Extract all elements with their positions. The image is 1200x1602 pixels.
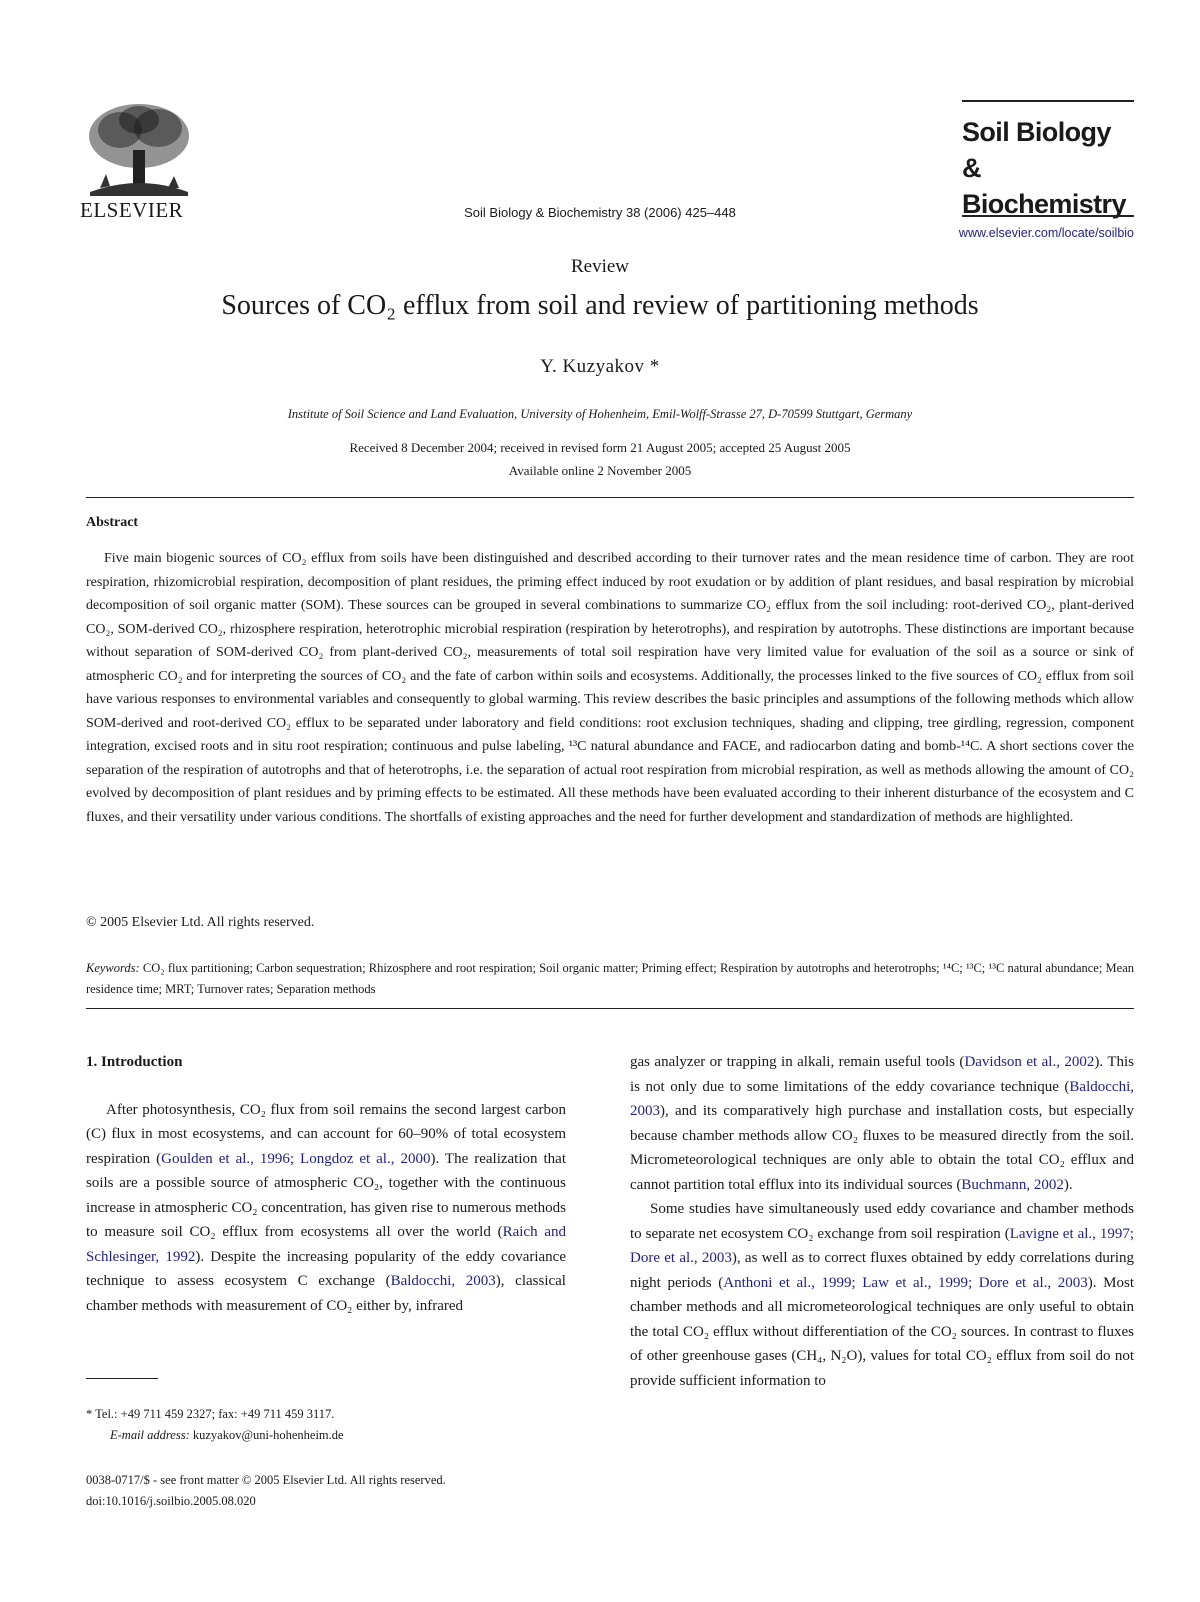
footnote-contact: * Tel.: +49 711 459 2327; fax: +49 711 459 3117.: [86, 1407, 335, 1421]
section-heading-introduction: 1. Introduction: [86, 1054, 183, 1070]
footnote-email: [86, 1425, 566, 1446]
text-run: gas analyzer or trapping in alkali, remain useful tools (: [630, 1054, 965, 1070]
article-title: Sources of CO₂ efflux from soil and review of partitioning methods: [221, 290, 979, 321]
text-run: ), and its comparatively high purchase and installation costs, but especially because chamber methods allow CO₂ fluxes to be measured directly from the soil. Micrometeorological techniques are only able to obtain the total CO₂ efflux and cannot partition total efflux into its individual sources (: [630, 1103, 1134, 1193]
journal-rule-top: [962, 100, 1134, 102]
keywords: [86, 958, 1134, 1000]
keywords-label: Keywords:: [86, 961, 140, 975]
text-run: ). The realization that soils are a possible source of atmospheric CO₂, together with the continuous increase in atmospheric CO₂ concentration, has given rise to numerous methods to measure soil CO₂ efflux from ecosystems all over the world (: [86, 1150, 566, 1240]
citation-link[interactable]: Buchmann, 2002: [961, 1176, 1064, 1193]
journal-url-link[interactable]: www.elsevier.com/locate/soilbio: [958, 226, 1134, 240]
email-address[interactable]: kuzyakov@uni-hohenheim.de: [189, 1428, 344, 1442]
right-column: [630, 1050, 1134, 1393]
intro-paragraph-2: [630, 1197, 1134, 1393]
journal-title-line1: Soil Biology &: [962, 117, 1111, 183]
text-run: After photosynthesis, CO₂ flux from soil remains the second largest carbon (C) flux in most ecosystems, and can account for 60–90% of total ecosystem respiration (: [86, 1101, 566, 1167]
text-run: ), as well as to correct fluxes obtained by eddy correlations during night periods (: [630, 1250, 1134, 1291]
text-run: ). Despite the increasing popularity of the eddy covariance technique to assess ecosystem C exchange (: [86, 1248, 566, 1289]
text-run: ). This is not only due to some limitations of the eddy covariance technique (: [630, 1054, 1134, 1095]
text-run: Some studies have simultaneously used eddy covariance and chamber methods to separate net ecosystem CO₂ exchange from soil respiration (: [630, 1201, 1134, 1242]
text-run: ).: [1063, 1176, 1073, 1193]
abstract-body: [86, 547, 1134, 829]
abstract-divider: [86, 1008, 1134, 1009]
left-column: [86, 1050, 566, 1318]
citation-link[interactable]: Baldocchi, 2003: [630, 1078, 1134, 1119]
front-matter: [86, 1470, 566, 1512]
keywords-text: CO₂ flux partitioning; Carbon sequestration; Rhizosphere and root respiration; Soil organic matter; Priming effect; Respiration by autotrophs and heterotrophs; ¹⁴C; ¹³C; ¹³C natural abundance; Mean residence time; MRT; Turnover rates; Separation methods: [86, 961, 1134, 996]
abstract-text: Five main biogenic sources of CO₂ efflux from soils have been distinguished and described according to their turnover rates and the mean residence time of carbon. They are root respiration, rhizomicrobial respiration, decomposition of plant residues, the priming effect induced by root exudation or by addition of plant residues, and basal respiration by microbial decomposition of soil organic matter (SOM). These sources can be grouped in several combinations to summarize CO₂ efflux from the soil including: root-derived CO₂, plant-derived CO₂, SOM-derived CO₂, rhizosphere respiration, heterotrophic microbial respiration (respiration by heterotrophs), and respiration by autotrophs. These distinctions are important because without separation of SOM-derived CO₂ from plant-derived CO₂, measurements of total soil respiration have very limited value for evaluation of the soil as a source or sink of atmospheric CO₂ and for interpreting the sources of CO₂ and the fate of carbon within soils and ecosystems. Additionally, the processes linked to the five sources of CO₂ efflux from soil have various responses to environmental variables and consequently to global warming. This review describes the basic principles and assumptions of the following methods which allow SOM-derived and root-derived CO₂ efflux to be separated under laboratory and field conditions: root exclusion techniques, shading and clipping, tree girdling, regression, component integration, excised roots and in situ root respiration; continuous and pulse labeling, ¹³C natural abundance and FACE, and radiocarbon dating and bomb-¹⁴C. A short sections cover the separation of the respiration of autotrophs and that of heterotrophs, i.e. the separation of actual root respiration from microbial respiration, as well as methods allowing the amount of CO₂ evolved by decomposition of plant residues and by priming effects to be estimated. All these methods have been evaluated according to their inherent disturbance of the ecosystem and C fluxes, and their versatility under various conditions. The shortfalls of existing approaches and the need for further development and standardization of methods are highlighted.: [86, 551, 1134, 825]
citation-link[interactable]: Davidson et al., 2002: [964, 1054, 1095, 1070]
citation-link[interactable]: Raich and Schlesinger, 1992: [86, 1224, 566, 1265]
abstract-heading: Abstract: [86, 515, 139, 530]
copyright-notice: © 2005 Elsevier Ltd. All rights reserved.: [86, 915, 315, 930]
text-run: ). Most chamber methods and all micrometeorological techniques are only useful to obtain the total CO₂ efflux without differentiation of the CO₂ sources. In contrast to fluxes of other greenhouse gases (CH₄, N₂O), values for total CO₂ efflux from soil do not provide sufficient information to: [630, 1274, 1134, 1389]
journal-citation: Soil Biology & Biochemistry 38 (2006) 425–448: [464, 205, 736, 220]
author-footnote: [86, 1404, 566, 1446]
doi-line[interactable]: doi:10.1016/j.soilbio.2005.08.020: [86, 1494, 256, 1508]
intro-paragraph-1: [86, 1098, 566, 1319]
journal-title: [962, 114, 1134, 222]
author-line: Y. Kuzyakov *: [540, 356, 660, 377]
journal-title-line2: Biochemistry: [962, 189, 1126, 219]
received-dates: Received 8 December 2004; received in revised form 21 August 2005; accepted 25 August 2005: [349, 440, 851, 455]
issn-line: 0038-0717/$ - see front matter © 2005 Elsevier Ltd. All rights reserved.: [86, 1473, 446, 1487]
available-online-date: Available online 2 November 2005: [508, 463, 692, 478]
citation-link[interactable]: Anthoni et al., 1999; Law et al., 1999; Dore et al., 2003: [723, 1274, 1088, 1291]
email-label: E-mail address:: [110, 1428, 190, 1442]
affiliation: Institute of Soil Science and Land Evaluation, University of Hohenheim, Emil-Wolff-Strasse 27, D-70599 Stuttgart, Germany: [287, 407, 913, 421]
text-run: ), classical chamber methods with measurement of CO₂ either by, infrared: [86, 1273, 566, 1314]
citation-link[interactable]: Baldocchi, 2003: [390, 1273, 496, 1289]
publisher-name: ELSEVIER: [80, 198, 184, 222]
intro-paragraph-1-continued: [630, 1050, 1134, 1197]
article-type: Review: [570, 256, 630, 277]
citation-link[interactable]: Lavigne et al., 1997; Dore et al., 2003: [630, 1225, 1134, 1266]
journal-rule-bottom: [962, 215, 1134, 217]
header-divider: [86, 497, 1134, 498]
citation-link[interactable]: Goulden et al., 1996; Longdoz et al., 2000: [161, 1150, 431, 1167]
footnote-rule: [86, 1378, 158, 1379]
